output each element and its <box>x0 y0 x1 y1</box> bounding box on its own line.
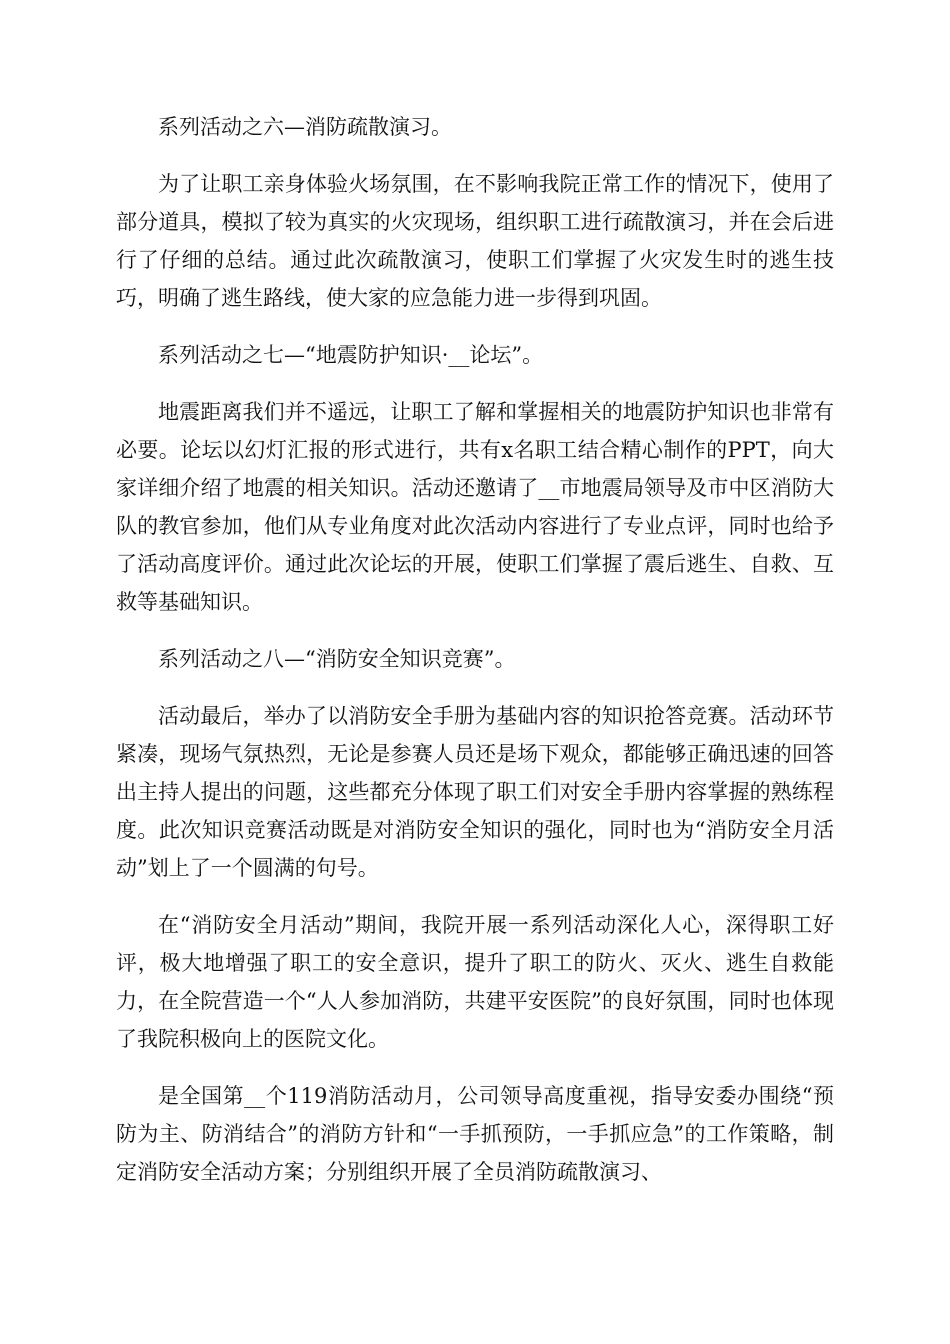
document-body <box>116 108 834 1210</box>
paragraph-evacuation-drill: 为了让职工亲身体验火场氛围，在不影响我院正常工作的情况下，使用了部分道具，模拟了较为真实的火灾现场，组织职工进行疏散演习，并在会后进行了仔细的总结。通过此次疏散演习，使职工们掌握了火灾发生时的逃生技巧，明确了逃生路线，使大家的应急能力进一步得到巩固。 <box>116 172 834 310</box>
paragraph-safety-month-summary: 在“消防安全月活动”期间，我院开展一系列活动深化人心，深得职工好评，极大地增强了职工的安全意识，提升了职工的防火、灭火、逃生自救能力，在全院营造一个“人人参加消防，共建平安医院”的良好氛围，同时也体现了我院积极向上的医院文化。 <box>116 913 834 1051</box>
heading-activity-eight: 系列活动之八—“消防安全知识竞赛”。 <box>158 647 516 671</box>
paragraph-earthquake-forum: 地震距离我们并不遥远，让职工了解和掌握相关的地震防护知识也非常有必要。论坛以幻灯汇报的形式进行，共有x名职工结合精心制作的PPT，向大家详细介绍了地震的相关知识。活动还邀请了__市地震局领导及市中区消防大队的教官参加，他们从专业角度对此次活动内容进行了专业点评，同时也给予了活动高度评价。通过此次论坛的开展，使职工们掌握了震后逃生、自救、互救等基础知识。 <box>116 400 834 614</box>
heading-activity-six: 系列活动之六—消防疏散演习。 <box>158 115 452 139</box>
heading-activity-seven: 系列活动之七—“地震防护知识·__论坛”。 <box>158 343 544 367</box>
paragraph-fire-month-plan: 是全国第__个119消防活动月，公司领导高度重视，指导安委办围绕“预防为主、防消结合”的消防方针和“一手抓预防，一手抓应急”的工作策略，制定消防安全活动方案；分别组织开展了全员消防疏散演习、 <box>116 1084 834 1184</box>
paragraph-knowledge-contest: 活动最后，举办了以消防安全手册为基础内容的知识抢答竞赛。活动环节紧凑，现场气氛热烈，无论是参赛人员还是场下观众，都能够正确迅速的回答出主持人提出的问题，这些都充分体现了职工们对安全手册内容掌握的熟练程度。此次知识竞赛活动既是对消防安全知识的强化，同时也为“消防安全月活动”划上了一个圆满的句号。 <box>116 704 834 880</box>
